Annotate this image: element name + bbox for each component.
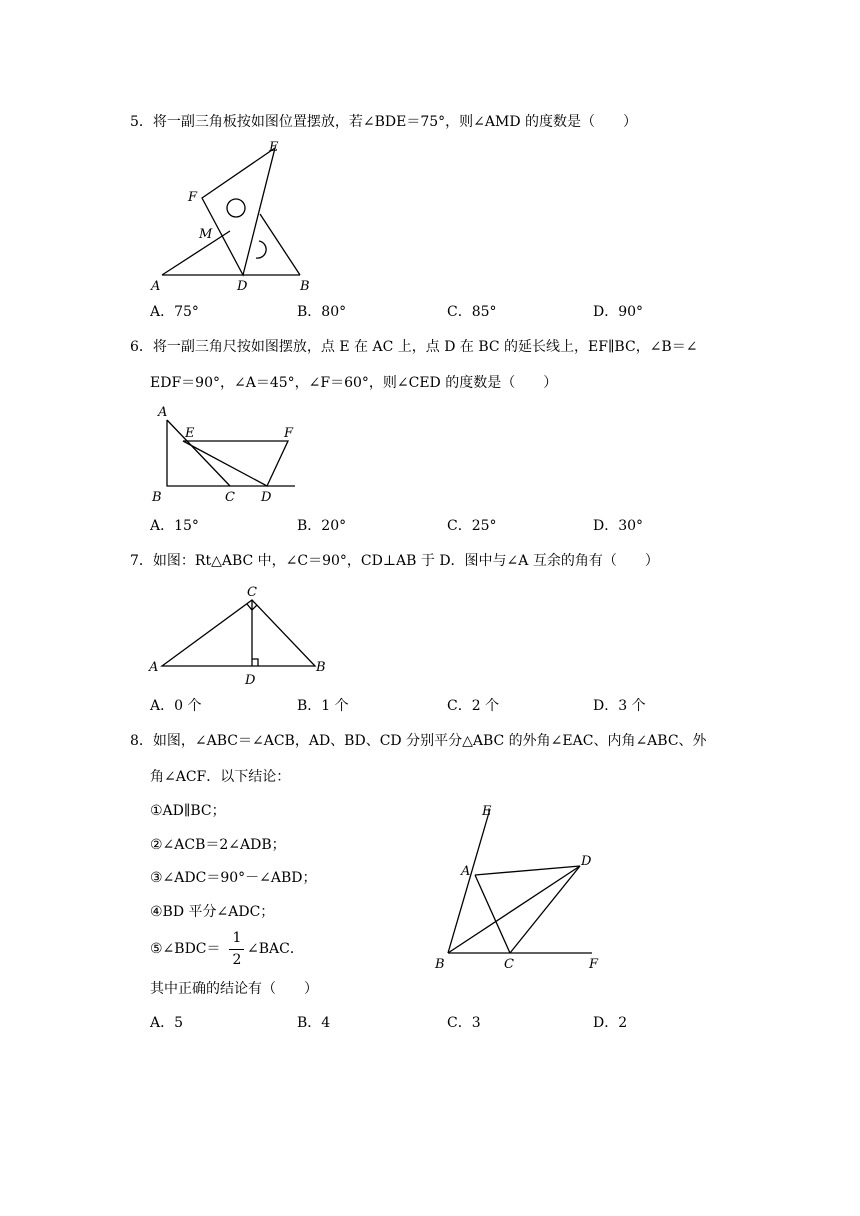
q7-option-b[interactable]: B．1 个 <box>297 698 349 714</box>
q8-stem-line1: 8．如图，∠ABC＝∠ACB，AD、BD、CD 分别平分△ABC 的外角∠EAC、内角∠ABC、外 <box>130 733 707 749</box>
q6-label-d: D <box>261 490 272 505</box>
q7-stem: 7．如图：Rt△ABC 中，∠C＝90°，CD⊥AB 于 D．图中与∠A 互余的角有（ ） <box>130 553 659 569</box>
q6-label-c: C <box>225 490 235 505</box>
q8-line-ac <box>475 875 510 953</box>
q5-label-b: B <box>300 279 310 294</box>
q8-line-ad <box>475 866 580 875</box>
q8-label-d: D <box>581 854 592 869</box>
q8-conclusion-4: ④BD 平分∠ADC； <box>150 904 275 920</box>
q6-stem-line2: EDF＝90°，∠A＝45°，∠F＝60°，则∠CED 的度数是（ ） <box>150 375 558 391</box>
q5-hole-2 <box>256 241 266 258</box>
q8-fraction-numerator: 1 <box>232 930 242 946</box>
q5-label-f: F <box>188 190 198 205</box>
q6-label-a: A <box>158 405 168 420</box>
q8-question: 其中正确的结论有（ ） <box>150 981 318 997</box>
q6-figure <box>145 400 305 510</box>
q6-stem-line1: 6．将一副三角尺按如图摆放，点 E 在 AC 上，点 D 在 BC 的延长线上，EF∥BC，∠B＝∠ <box>130 339 698 355</box>
q8-conclusion-2: ②∠ACB＝2∠ADB； <box>150 837 286 853</box>
q7-option-c[interactable]: C．2 个 <box>447 698 500 714</box>
q5-figure <box>140 138 330 298</box>
q6-line-ac <box>167 420 230 486</box>
q8-line-be <box>448 809 490 953</box>
q8-line-bd <box>448 866 580 953</box>
q5-label-a: A <box>151 279 161 294</box>
q8-option-d[interactable]: D．2 <box>593 1015 628 1031</box>
q8-label-b: B <box>435 957 445 972</box>
q7-right-angle-d <box>252 659 258 666</box>
q6-option-c[interactable]: C．25° <box>447 518 497 534</box>
q8-option-b[interactable]: B．4 <box>297 1015 331 1031</box>
q6-label-f: F <box>284 426 294 441</box>
q8-option-a[interactable]: A．5 <box>150 1015 184 1031</box>
q5-line-b-top <box>260 214 300 275</box>
q8-fraction-denominator: 2 <box>232 952 242 968</box>
q7-option-d[interactable]: D．3 个 <box>593 698 646 714</box>
q5-label-m: M <box>199 227 213 242</box>
q5-option-c[interactable]: C．85° <box>447 304 497 320</box>
q6-label-e: E <box>185 426 195 441</box>
q5-label-e: E <box>269 140 279 155</box>
q5-option-d[interactable]: D．90° <box>593 304 644 320</box>
q6-option-a[interactable]: A．15° <box>150 518 199 534</box>
q8-label-c: C <box>504 957 514 972</box>
q6-option-d[interactable]: D．30° <box>593 518 644 534</box>
q7-option-a[interactable]: A．0 个 <box>150 698 202 714</box>
q8-conclusion-3: ③∠ADC＝90°－∠ABD； <box>150 870 317 886</box>
q8-conclusion-1: ①AD∥BC； <box>150 803 226 819</box>
q8-line-cd <box>510 866 580 953</box>
q7-label-c: C <box>247 585 257 600</box>
q6-option-b[interactable]: B．20° <box>297 518 347 534</box>
q6-label-b: B <box>152 490 162 505</box>
q8-figure <box>430 795 610 975</box>
q7-triangle-abc <box>162 600 315 666</box>
q8-label-e: E <box>482 804 492 819</box>
q8-label-f: F <box>589 957 599 972</box>
q6-triangle-efd <box>183 441 288 486</box>
q8-conclusion-5-right: ∠BAC． <box>247 941 304 957</box>
q5-line-am <box>162 231 230 275</box>
q5-option-b[interactable]: B．80° <box>297 304 347 320</box>
q8-stem-line2: 角∠ACF．以下结论： <box>150 769 291 785</box>
q8-conclusion-5-left: ⑤∠BDC＝ <box>150 941 221 957</box>
q7-label-d: D <box>245 673 256 688</box>
q7-label-b: B <box>316 660 326 675</box>
q5-option-a[interactable]: A．75° <box>150 304 199 320</box>
q8-fraction-bar <box>229 949 244 950</box>
q8-label-a: A <box>461 864 471 879</box>
q7-label-a: A <box>149 660 159 675</box>
q8-option-c[interactable]: C．3 <box>447 1015 481 1031</box>
q5-hole-1 <box>227 199 245 217</box>
q5-label-d: D <box>237 279 248 294</box>
q7-figure <box>145 580 335 690</box>
q5-stem: 5．将一副三角板按如图位置摆放，若∠BDE＝75°，则∠AMD 的度数是（ ） <box>130 114 638 130</box>
